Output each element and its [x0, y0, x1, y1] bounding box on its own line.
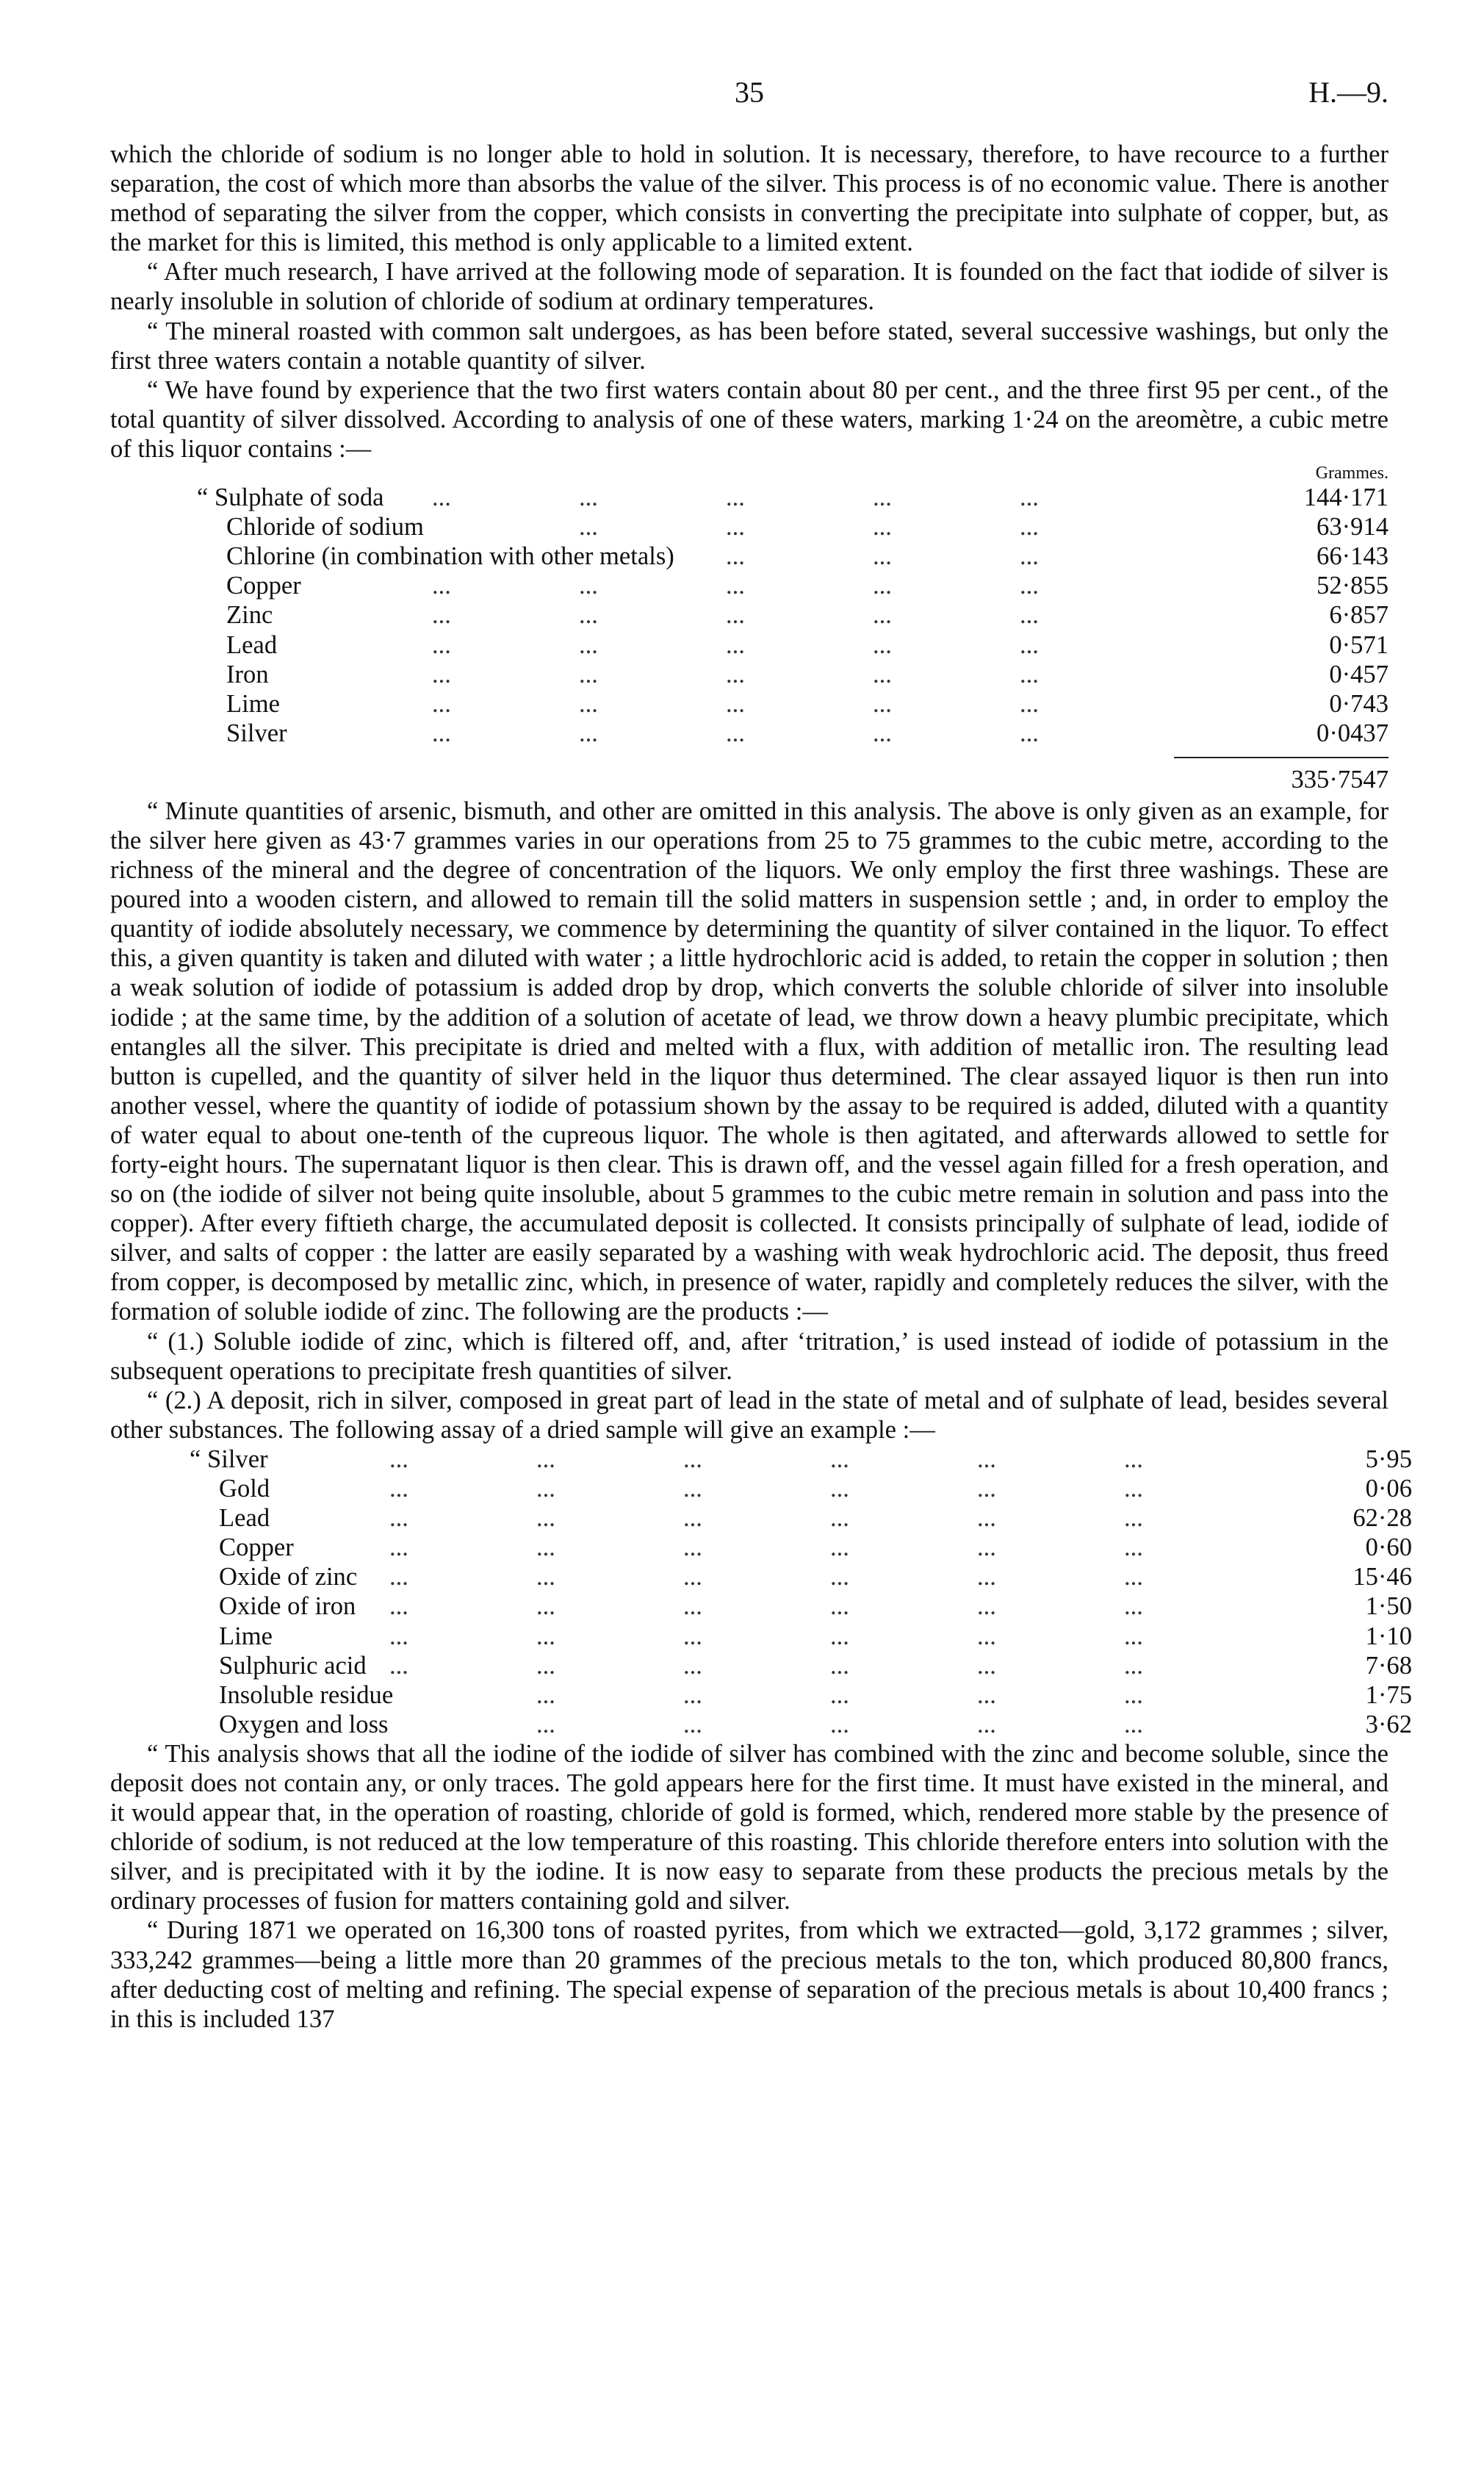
leader-dots: ... — [977, 1563, 996, 1591]
paragraph-p7: “ (2.) A deposit, rich in silver, composed in great part of lead in the state of metal and of sulphate of lead, besides several other substances. The following assay of a dried sample will give an example :— — [110, 1386, 1388, 1444]
paragraph-p9: “ During 1871 we operated on 16,300 tons of roasted pyrites, from which we extracted—gold, 3,172 grammes ; silver, 333,242 grammes—being a little more than 20 grammes of the precious metals to the ton, which produced 80,800 francs, after deducting cost of melting and refining. The special expense of separation of the precious metals is about 10,400 francs ; in this is included 137 — [110, 1916, 1388, 2033]
total-value: 335·7547 — [1291, 765, 1388, 794]
leader-dots: ... — [579, 719, 598, 747]
table-row — [110, 660, 1388, 689]
leader-dots: ... — [1124, 1651, 1143, 1680]
leader-dots: ... — [683, 1710, 702, 1738]
leader-dots: ... — [830, 1622, 849, 1650]
leader-dots: ... — [873, 572, 892, 600]
paragraphs-middle — [110, 796, 1388, 1445]
leader-dots: ... — [726, 689, 745, 718]
leader-dots: ... — [873, 719, 892, 747]
table-row — [110, 1680, 1412, 1710]
leader-dots: ... — [683, 1563, 702, 1591]
row-value: 66·143 — [1316, 542, 1388, 571]
leader-dots: ... — [830, 1680, 849, 1709]
row-value: 0·60 — [1365, 1533, 1412, 1562]
leader-dots: ... — [536, 1445, 555, 1473]
row-value: 0·0437 — [1316, 719, 1388, 747]
paragraph-p2: “ After much research, I have arrived at the following mode of separation. It is founded on the fact that iodide of silver is nearly insoluble in solution of chloride of sodium at ordinary temperatures. — [110, 258, 1388, 316]
leader-dots: ... — [726, 572, 745, 600]
leader-dots: ... — [432, 719, 451, 747]
total-rule — [110, 748, 1388, 763]
table-row — [110, 1503, 1412, 1533]
row-value: 7·68 — [1365, 1651, 1412, 1680]
paragraph-p8: “ This analysis shows that all the iodine of the iodide of silver has combined with the zinc and become soluble, since the deposit does not contain any, or only traces. The gold appears here for the first time. It must have existed in the mineral, and it would appear that, in the operation of roasting, chloride of gold is formed, which, rendered more stable by the presence of chloride of sodium, is not reduced at the low temperature of this roasting. This chloride therefore enters into solution with the silver, and is precipitated with it by the iodine. It is now easy to separate from these products the precious metals by the ordinary processes of fusion for matters containing gold and silver. — [110, 1739, 1388, 1916]
leader-dots: ... — [432, 689, 451, 718]
leader-dots: ... — [1020, 601, 1039, 630]
table-row — [110, 1591, 1412, 1621]
leader-dots: ... — [1124, 1533, 1143, 1562]
paragraph-p1: which the chloride of sodium is no longer able to hold in solution. It is necessary, therefore, to have recource to a further separation, the cost of which more than absorbs the value of the silver. This process is of no economic value. There is another method of separating the silver from the copper, which consists in converting the precipitate into sulphate of copper, but, as the market for this is limited, this method is only applicable to a limited extent. — [110, 140, 1388, 257]
paragraph-p6: “ (1.) Soluble iodide of zinc, which is filtered off, and, after ‘tritration,’ is used instead of iodide of potassium in the subsequent operations to precipitate fresh quantities of silver. — [110, 1327, 1388, 1385]
row-label: Lead — [219, 1504, 270, 1533]
leader-dots: ... — [830, 1710, 849, 1738]
leader-dots: ... — [830, 1533, 849, 1562]
table-row — [110, 1562, 1412, 1591]
leader-dots: ... — [432, 660, 451, 688]
row-label: Copper — [226, 572, 301, 600]
row-label: Oxide of iron — [219, 1592, 356, 1621]
row-label: “ Sulphate of soda — [197, 483, 384, 512]
leader-dots: ... — [536, 1475, 555, 1503]
leader-dots: ... — [579, 689, 598, 718]
row-label: Oxygen and loss — [219, 1710, 389, 1738]
leader-dots: ... — [683, 1533, 702, 1562]
table-row — [110, 600, 1388, 630]
table-row — [110, 1474, 1412, 1503]
leader-dots: ... — [830, 1504, 849, 1533]
table-row — [110, 483, 1388, 512]
row-label: Sulphuric acid — [219, 1651, 367, 1680]
leader-dots: ... — [977, 1710, 996, 1738]
leader-dots: ... — [579, 601, 598, 630]
leader-dots: ... — [830, 1651, 849, 1680]
row-label: Lead — [226, 630, 278, 659]
table-row — [110, 689, 1388, 719]
row-value: 0·571 — [1329, 630, 1388, 659]
leader-dots: ... — [432, 601, 451, 630]
leader-dots: ... — [432, 483, 451, 512]
leader-dots: ... — [873, 513, 892, 542]
leader-dots: ... — [1124, 1680, 1143, 1709]
leader-dots: ... — [873, 689, 892, 718]
leader-dots: ... — [389, 1651, 408, 1680]
leader-dots: ... — [579, 660, 598, 688]
leader-dots: ... — [873, 601, 892, 630]
table-row — [110, 1622, 1412, 1651]
leader-dots: ... — [683, 1622, 702, 1650]
leader-dots: ... — [977, 1533, 996, 1562]
table-row — [110, 1710, 1412, 1739]
table-row — [110, 630, 1388, 660]
table-row — [110, 1533, 1412, 1562]
leader-dots: ... — [1124, 1445, 1143, 1473]
leader-dots: ... — [726, 719, 745, 747]
row-label: Oxide of zinc — [219, 1563, 358, 1591]
leader-dots: ... — [1124, 1563, 1143, 1591]
leader-dots: ... — [873, 630, 892, 659]
leader-dots: ... — [536, 1504, 555, 1533]
leader-dots: ... — [536, 1563, 555, 1591]
leader-dots: ... — [1020, 542, 1039, 571]
leader-dots: ... — [683, 1445, 702, 1473]
table-row — [110, 512, 1388, 542]
leader-dots: ... — [579, 483, 598, 512]
leader-dots: ... — [1020, 719, 1039, 747]
leader-dots: ... — [536, 1592, 555, 1621]
leader-dots: ... — [1020, 630, 1039, 659]
row-label: Gold — [219, 1475, 270, 1503]
leader-dots: ... — [977, 1622, 996, 1650]
row-value: 52·855 — [1316, 572, 1388, 600]
leader-dots: ... — [683, 1680, 702, 1709]
row-label: “ Silver — [190, 1445, 268, 1473]
leader-dots: ... — [432, 572, 451, 600]
paragraphs-bottom — [110, 1739, 1388, 2034]
row-value: 1·10 — [1365, 1622, 1412, 1650]
leader-dots: ... — [1124, 1622, 1143, 1650]
leader-dots: ... — [389, 1533, 408, 1562]
leader-dots: ... — [977, 1504, 996, 1533]
leader-dots: ... — [977, 1592, 996, 1621]
leader-dots: ... — [726, 483, 745, 512]
leader-dots: ... — [1124, 1592, 1143, 1621]
leader-dots: ... — [1020, 572, 1039, 600]
row-label: Iron — [226, 660, 269, 688]
leader-dots: ... — [536, 1651, 555, 1680]
row-value: 6·857 — [1329, 601, 1388, 630]
leader-dots: ... — [1020, 660, 1039, 688]
leader-dots: ... — [830, 1445, 849, 1473]
leader-dots: ... — [683, 1475, 702, 1503]
page-header — [110, 75, 1388, 119]
unit-header — [110, 464, 1388, 483]
row-label: Lime — [219, 1622, 273, 1650]
leader-dots: ... — [873, 542, 892, 571]
row-value: 0·743 — [1329, 689, 1388, 718]
row-value: 1·50 — [1365, 1592, 1412, 1621]
row-value: 3·62 — [1365, 1710, 1412, 1738]
table-row — [110, 1651, 1412, 1680]
leader-dots: ... — [830, 1563, 849, 1591]
leader-dots: ... — [830, 1592, 849, 1621]
total-row — [110, 763, 1388, 796]
leader-dots: ... — [977, 1475, 996, 1503]
leader-dots: ... — [726, 542, 745, 571]
leader-dots: ... — [726, 660, 745, 688]
leader-dots: ... — [536, 1710, 555, 1738]
table-row — [110, 542, 1388, 571]
row-value: 0·06 — [1365, 1475, 1412, 1503]
leader-dots: ... — [579, 513, 598, 542]
table-row — [110, 1445, 1412, 1474]
leader-dots: ... — [389, 1475, 408, 1503]
paragraph-p4: “ We have found by experience that the two first waters contain about 80 per cent., and the three first 95 per cent., of the total quantity of silver dissolved. According to analysis of one of these waters, marking 1·24 on the areomètre, a cubic metre of this liquor contains :— — [110, 375, 1388, 463]
row-value: 0·457 — [1329, 660, 1388, 688]
paragraph-p5: “ Minute quantities of arsenic, bismuth, and other are omitted in this analysis. The above is only given as an example, for the silver here given as 43·7 grammes varies in our operations from 25 to 75 grammes to the cubic metre, according to the richness of the mineral and the degree of concentration of the liquors. We only employ the first three washings. These are poured into a wooden cistern, and allowed to remain till the solid matters in suspension settle ; and, in order to employ the quantity of iodide absolutely necessary, we commence by determining the quantity of silver contained in the liquor. To effect this, a given quantity is taken and diluted with water ; a little hydrochloric acid is added, to retain the copper in solution ; then a weak solution of iodide of potassium is added drop by drop, which converts the soluble chloride of silver into insoluble iodide ; at the same time, by the addition of a solution of acetate of lead, we throw down a heavy plumbic precipitate, which entangles all the silver. This precipitate is dried and melted with a flux, with addition of metallic iron. The resulting lead button is cupelled, and the quantity of silver held in the liquor thus determined. The clear assayed liquor is then run into another vessel, where the quantity of iodide of potassium shown by the assay to be required is added, diluted with a quantity of water equal to about one-tenth of the cupreous liquor. The whole is then agitated, and afterwards allowed to settle for forty-eight hours. The supernatant liquor is then clear. This is drawn off, and the vessel again filled for a fresh operation, and so on (the iodide of silver not being quite insoluble, about 5 grammes to the cubic metre remain in solution and pass into the copper). After every fiftieth charge, the accumulated deposit is collected. It consists principally of sulphate of lead, iodide of silver, and salts of copper : the latter are easily separated by a washing with weak hydrochloric acid. The deposit, thus freed from copper, is decomposed by metallic zinc, which, in presence of water, rapidly and completely reduces the silver, with the formation of soluble iodide of zinc. The following are the products :— — [110, 796, 1388, 1326]
leader-dots: ... — [873, 660, 892, 688]
leader-dots: ... — [977, 1651, 996, 1680]
row-value: 5·95 — [1365, 1445, 1412, 1473]
leader-dots: ... — [1124, 1475, 1143, 1503]
row-value: 144·171 — [1303, 483, 1388, 512]
leader-dots: ... — [726, 601, 745, 630]
document-body — [110, 140, 1412, 2034]
row-label: Chlorine (in combination with other metals) — [226, 542, 674, 571]
row-label: Insoluble residue — [219, 1680, 394, 1709]
leader-dots: ... — [1020, 483, 1039, 512]
leader-dots: ... — [389, 1563, 408, 1591]
table-row — [110, 719, 1388, 748]
leader-dots: ... — [726, 630, 745, 659]
leader-dots: ... — [1020, 513, 1039, 542]
leader-dots: ... — [726, 513, 745, 542]
deposit-assay-table — [110, 1445, 1412, 1739]
leader-dots: ... — [1124, 1504, 1143, 1533]
row-label: Zinc — [226, 601, 273, 630]
leader-dots: ... — [536, 1680, 555, 1709]
leader-dots: ... — [432, 630, 451, 659]
paragraphs-top — [110, 140, 1388, 464]
row-value: 15·46 — [1352, 1563, 1412, 1591]
leader-dots: ... — [683, 1592, 702, 1621]
document-reference: H.—9. — [1308, 76, 1388, 109]
row-value: 63·914 — [1316, 513, 1388, 542]
leader-dots: ... — [683, 1504, 702, 1533]
leader-dots: ... — [389, 1592, 408, 1621]
leader-dots: ... — [977, 1680, 996, 1709]
liquor-analysis-table — [110, 464, 1388, 796]
leader-dots: ... — [1124, 1710, 1143, 1738]
leader-dots: ... — [389, 1445, 408, 1473]
leader-dots: ... — [389, 1622, 408, 1650]
table-row — [110, 571, 1388, 600]
paragraph-p3: “ The mineral roasted with common salt undergoes, as has been before stated, several successive washings, but only the first three waters contain a notable quantity of silver. — [110, 317, 1388, 375]
row-label: Copper — [219, 1533, 294, 1562]
leader-dots: ... — [1020, 689, 1039, 718]
unit-label: Grammes. — [1315, 464, 1388, 483]
leader-dots: ... — [579, 630, 598, 659]
row-label: Lime — [226, 689, 280, 718]
leader-dots: ... — [873, 483, 892, 512]
leader-dots: ... — [683, 1651, 702, 1680]
leader-dots: ... — [579, 572, 598, 600]
leader-dots: ... — [389, 1504, 408, 1533]
row-value: 1·75 — [1365, 1680, 1412, 1709]
row-value: 62·28 — [1352, 1504, 1412, 1533]
row-label: Chloride of sodium — [226, 513, 424, 542]
leader-dots: ... — [536, 1533, 555, 1562]
leader-dots: ... — [536, 1622, 555, 1650]
row-label: Silver — [226, 719, 287, 747]
leader-dots: ... — [977, 1445, 996, 1473]
leader-dots: ... — [830, 1475, 849, 1503]
page-number: 35 — [735, 76, 764, 109]
